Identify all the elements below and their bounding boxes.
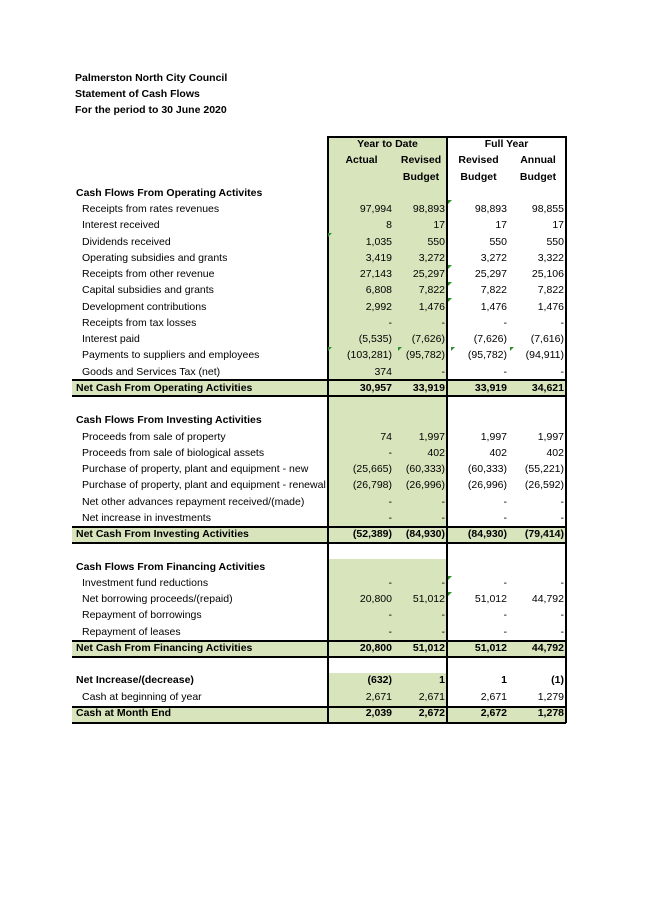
value-actual: (26,798): [352, 479, 392, 492]
total-annual: 44,792: [531, 641, 564, 654]
value-revised-ytd: -: [441, 609, 445, 622]
row-label: Receipts from tax losses: [82, 316, 197, 329]
value-revised-fy: (60,333): [467, 463, 507, 476]
value-revised-ytd: (7,626): [411, 333, 445, 346]
group-header-full-year: Full Year: [484, 138, 529, 151]
value-revised-ytd: -: [441, 365, 445, 378]
value-revised-fy: 98,893: [474, 203, 507, 216]
value-actual: (25,665): [352, 463, 392, 476]
value-revised-fy: 3,272: [480, 251, 507, 264]
value-actual: 74: [380, 430, 392, 443]
table-row: [72, 461, 566, 477]
value-annual: (55,221): [524, 463, 564, 476]
row-label: Payments to suppliers and employees: [82, 349, 260, 362]
value-annual: -: [560, 495, 564, 508]
table-row: [72, 299, 566, 315]
value-revised-fy: 402: [489, 446, 507, 459]
total-actual: 30,957: [359, 381, 392, 394]
row-label: Repayment of borrowings: [82, 609, 202, 622]
spacer-row: [72, 396, 566, 412]
value-annual: -: [560, 511, 564, 524]
value-annual: 402: [546, 446, 564, 459]
value-revised-fy: 1,476: [480, 300, 507, 313]
row-label: Receipts from other revenue: [82, 268, 215, 281]
table-row: [72, 250, 566, 266]
value-actual: 2,992: [365, 300, 392, 313]
value-annual: 17: [552, 219, 564, 232]
row-label: Net increase in investments: [82, 511, 211, 524]
cash-end-revised-ytd: 2,672: [418, 706, 445, 719]
total-row-financing: [72, 640, 566, 656]
table-row: [72, 282, 566, 298]
spacer-row: [72, 656, 566, 672]
header-budget-annual: Budget: [519, 170, 557, 183]
value-revised-ytd: (60,333): [405, 463, 445, 476]
value-revised-ytd: 550: [427, 235, 445, 248]
value-revised-fy: -: [503, 576, 507, 589]
value-revised-fy: 1,997: [480, 430, 507, 443]
value-revised-fy: -: [503, 495, 507, 508]
value-revised-fy: -: [503, 625, 507, 638]
value-actual: 374: [374, 365, 392, 378]
table-row: [72, 591, 566, 607]
row-label: Proceeds from sale of property: [82, 430, 226, 443]
value-annual: 3,322: [537, 251, 564, 264]
row-label: Net borrowing proceeds/(repaid): [82, 593, 233, 606]
value-revised-fy: -: [503, 609, 507, 622]
value-revised-fy: -: [503, 316, 507, 329]
value-revised-ytd: 7,822: [418, 284, 445, 297]
section-heading-financing: Cash Flows From Financing Activities: [76, 560, 266, 573]
total-annual: (79,414): [524, 528, 564, 541]
section-heading-row: [72, 412, 566, 428]
end-total-bottom: [72, 722, 566, 724]
header-revised-fy: Revised: [458, 154, 499, 167]
value-actual: 27,143: [359, 268, 392, 281]
value-annual: -: [560, 625, 564, 638]
row-label: Goods and Services Tax (net): [82, 365, 221, 378]
net-increase-annual: (1): [551, 674, 564, 687]
report-title: Statement of Cash Flows: [75, 88, 200, 100]
row-label: Net other advances repayment received/(made): [82, 495, 305, 508]
value-revised-ytd: 3,272: [418, 251, 445, 264]
header-annual: Annual: [520, 154, 556, 167]
group-header-ytd: Year to Date: [357, 138, 418, 151]
total-label: Net Cash From Operating Activities: [76, 381, 253, 394]
cash-begin-row: [72, 689, 566, 705]
table-row: [72, 347, 566, 363]
row-label: Interest paid: [82, 333, 140, 346]
value-actual: (5,535): [358, 333, 392, 346]
net-increase-row: [72, 672, 566, 688]
value-annual: (7,616): [530, 333, 564, 346]
total-revised-fy: 51,012: [474, 641, 507, 654]
total-row-investing: [72, 526, 566, 542]
row-label: Purchase of property, plant and equipment - new: [82, 463, 309, 476]
net-increase-label: Net Increase/(decrease): [76, 674, 194, 687]
value-annual: 44,792: [531, 593, 564, 606]
total-annual: 34,621: [531, 381, 564, 394]
value-actual: 6,808: [365, 284, 392, 297]
value-annual: 1,476: [537, 300, 564, 313]
row-label: Purchase of property, plant and equipment - renewal: [82, 479, 326, 492]
value-actual: 97,994: [359, 203, 392, 216]
section-heading-operating: Cash Flows From Operating Activites: [76, 186, 263, 199]
value-actual: 3,419: [365, 251, 392, 264]
table-row: [72, 510, 566, 526]
table-row: [72, 266, 566, 282]
cash-begin-actual: 2,671: [365, 690, 392, 703]
table-row: [72, 429, 566, 445]
value-revised-ytd: 402: [427, 446, 445, 459]
value-annual: -: [560, 609, 564, 622]
row-label: Capital subsidies and grants: [82, 284, 214, 297]
header-actual: Actual: [345, 154, 378, 167]
value-actual: -: [388, 316, 392, 329]
section-heading-row: [72, 559, 566, 575]
value-actual: -: [388, 511, 392, 524]
net-increase-actual: (632): [367, 674, 392, 687]
table-row: [72, 477, 566, 493]
section-heading-row: [72, 185, 566, 201]
org-name: Palmerston North City Council: [75, 72, 228, 84]
value-revised-fy: 7,822: [480, 284, 507, 297]
value-actual: -: [388, 495, 392, 508]
total-revised-fy: (84,930): [467, 528, 507, 541]
table-row: [72, 364, 566, 380]
value-revised-ytd: 51,012: [412, 593, 445, 606]
value-revised-ytd: -: [441, 625, 445, 638]
cash-begin-revised-ytd: 2,671: [418, 690, 445, 703]
column-header-row-1: [72, 152, 566, 168]
total-label: Net Cash From Financing Activities: [76, 641, 253, 654]
table-row: [72, 217, 566, 233]
total-row-operating: [72, 380, 566, 396]
value-revised-ytd: 25,297: [412, 268, 445, 281]
value-actual: -: [388, 446, 392, 459]
value-revised-ytd: 1,997: [418, 430, 445, 443]
total-revised-ytd: 51,012: [412, 641, 445, 654]
cash-end-annual: 1,278: [537, 706, 564, 719]
row-label: Dividends received: [82, 235, 171, 248]
value-annual: (94,911): [525, 349, 564, 362]
value-revised-fy: 17: [495, 219, 507, 232]
value-revised-fy: (95,782): [467, 349, 507, 362]
table-row: [72, 315, 566, 331]
row-label: Development contributions: [82, 300, 207, 313]
row-label: Investment fund reductions: [82, 576, 209, 589]
value-actual: -: [388, 625, 392, 638]
value-revised-fy: 25,297: [474, 268, 507, 281]
value-actual: 8: [386, 219, 392, 232]
header-revised-ytd: Revised: [400, 154, 442, 167]
net-increase-revised-ytd: 1: [439, 674, 445, 687]
value-annual: (26,592): [524, 479, 564, 492]
table-row: [72, 624, 566, 640]
total-revised-ytd: (84,930): [405, 528, 445, 541]
spacer-row: [72, 542, 566, 558]
value-annual: 7,822: [537, 284, 564, 297]
value-annual: 98,855: [531, 203, 564, 216]
total-actual: (52,389): [352, 528, 392, 541]
value-revised-fy: -: [503, 365, 507, 378]
value-revised-ytd: -: [441, 511, 445, 524]
report-period: For the period to 30 June 2020: [75, 104, 227, 116]
row-label: Interest received: [82, 219, 160, 232]
value-actual: -: [388, 576, 392, 589]
value-revised-ytd: -: [441, 316, 445, 329]
row-label: Repayment of leases: [82, 625, 181, 638]
header-budget-ytd: Budget: [402, 170, 440, 183]
table-row: [72, 445, 566, 461]
value-revised-fy: -: [503, 511, 507, 524]
value-revised-ytd: 1,476: [418, 300, 445, 313]
value-annual: -: [560, 576, 564, 589]
value-annual: 1,997: [537, 430, 564, 443]
value-annual: -: [560, 316, 564, 329]
cash-begin-label: Cash at beginning of year: [82, 690, 202, 703]
table-row: [72, 201, 566, 217]
cash-flow-table: [72, 136, 566, 721]
table-row: [72, 575, 566, 591]
value-revised-fy: 51,012: [474, 593, 507, 606]
table-row: [72, 331, 566, 347]
value-revised-fy: 550: [489, 235, 507, 248]
header-budget-fy: Budget: [460, 170, 497, 183]
row-label: Operating subsidies and grants: [82, 251, 228, 264]
value-revised-ytd: -: [441, 495, 445, 508]
cash-begin-annual: 1,279: [537, 690, 564, 703]
value-revised-fy: (26,996): [467, 479, 507, 492]
cash-end-revised-fy: 2,672: [480, 706, 507, 719]
value-revised-ytd: (26,996): [405, 479, 445, 492]
value-actual: (103,281): [347, 349, 392, 362]
column-header-row-2: [72, 169, 566, 185]
cash-end-actual: 2,039: [365, 706, 392, 719]
value-revised-ytd: (95,782): [405, 349, 445, 362]
value-revised-fy: (7,626): [473, 333, 507, 346]
value-actual: -: [388, 609, 392, 622]
value-actual: 20,800: [359, 593, 392, 606]
cash-end-row: [72, 705, 566, 721]
table-row: [72, 494, 566, 510]
table-row: [72, 234, 566, 250]
total-revised-ytd: 33,919: [412, 381, 445, 394]
value-revised-ytd: 98,893: [412, 203, 445, 216]
net-increase-revised-fy: 1: [501, 674, 507, 687]
value-annual: -: [560, 365, 564, 378]
section-heading-investing: Cash Flows From Investing Activities: [76, 414, 262, 427]
total-label: Net Cash From Investing Activities: [76, 528, 249, 541]
table-row: [72, 607, 566, 623]
row-label: Receipts from rates revenues: [82, 203, 220, 216]
column-group-header: [72, 136, 566, 152]
cash-begin-revised-fy: 2,671: [480, 690, 507, 703]
cash-end-label: Cash at Month End: [76, 706, 172, 719]
value-revised-ytd: 17: [433, 219, 445, 232]
value-actual: 1,035: [365, 235, 392, 248]
value-revised-ytd: -: [441, 576, 445, 589]
total-actual: 20,800: [359, 641, 392, 654]
row-label: Proceeds from sale of biological assets: [82, 446, 265, 459]
value-annual: 550: [546, 235, 564, 248]
value-annual: 25,106: [531, 268, 564, 281]
total-revised-fy: 33,919: [474, 381, 507, 394]
